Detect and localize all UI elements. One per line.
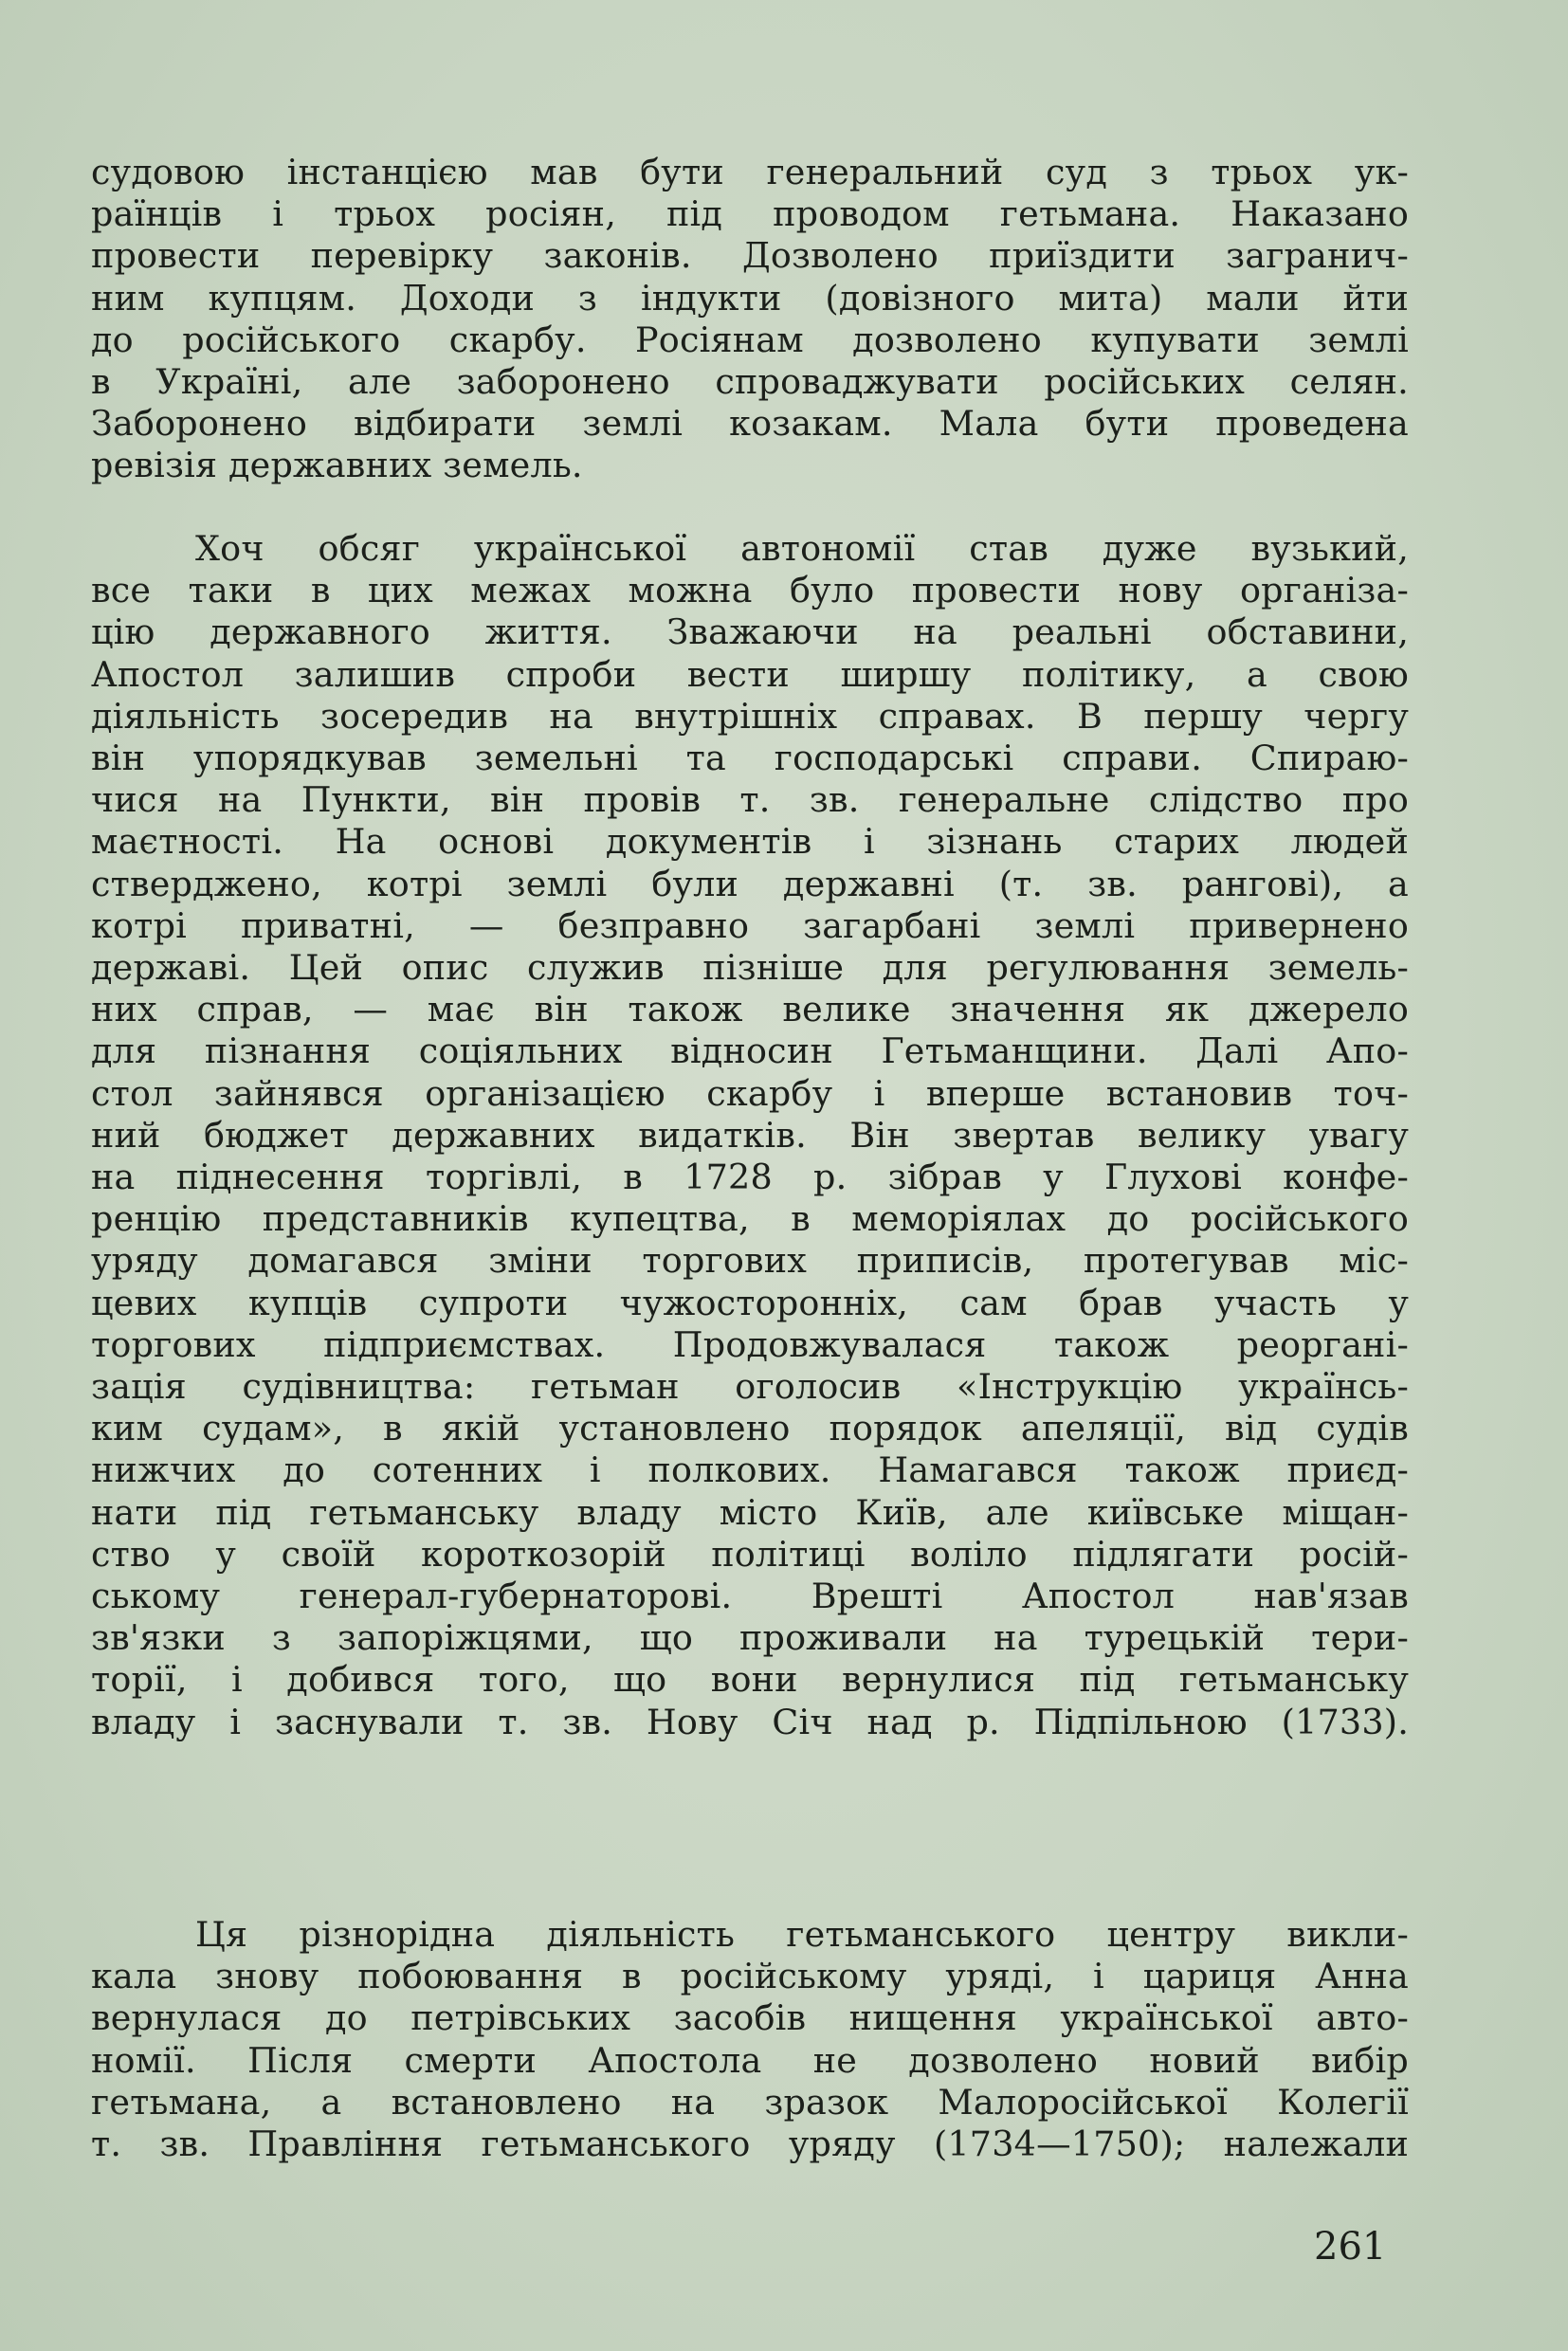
text-line: ревізія державних земель.: [91, 445, 583, 486]
text-line: владу і заснували т. зв. Нову Січ над р. Підпільною (1733).: [91, 1701, 1409, 1742]
text-line: на піднесення торгівлі, в 1728 р. зібрав у Глухові конфе-: [91, 1157, 1409, 1198]
paragraph-1: [91, 152, 1409, 487]
text-line: чися на Пункти, він провів т. зв. генеральне слідство про: [91, 779, 1409, 821]
text-line: ний бюджет державних видатків. Він звертав велику увагу: [91, 1114, 1409, 1156]
text-line: нати під гетьманську владу місто Київ, але київське міщан-: [91, 1491, 1409, 1533]
text-line: ренцію представників купецтва, в меморіялах до російського: [91, 1198, 1409, 1240]
text-line: уряду домагався зміни торгових приписів, протегував міс-: [91, 1240, 1409, 1282]
text-line: вернулася до петрівських засобів нищення української авто-: [91, 1997, 1409, 2039]
text-line: кала знову побоювання в російському уряді, і цариця Анна: [91, 1956, 1409, 1997]
text-line: стол зайнявся організацією скарбу і вперше встановив точ-: [91, 1072, 1409, 1114]
text-line: державі. Цей опис служив пізніше для регулювання земель-: [91, 947, 1409, 989]
text-line: т. зв. Правління гетьманського уряду (1734—1750); належали: [91, 2123, 1409, 2165]
text-line: цію державного життя. Зважаючи на реальні обставини,: [91, 611, 1409, 653]
text-line: торгових підприємствах. Продовжувалася також реоргані-: [91, 1323, 1409, 1365]
text-line: стверджено, котрі землі були державні (т. зв. рангові), а: [91, 863, 1409, 904]
text-line: Апостол залишив спроби вести ширшу політику, а свою: [91, 653, 1409, 695]
text-line: гетьмана, а встановлено на зразок Малоросійської Колегії: [91, 2081, 1409, 2123]
text-line: торії, і добився того, що вони вернулися під гетьманську: [91, 1659, 1409, 1701]
text-line: ким судам», в якій установлено порядок апеляції, від судів: [91, 1408, 1409, 1449]
text-line: цевих купців супроти чужосторонніх, сам брав участь у: [91, 1282, 1409, 1323]
page-body: [91, 152, 1409, 2218]
text-line: Ця різнорідна діяльність гетьманського центру викли-: [195, 1914, 1409, 1955]
text-line: них справ, — має він також велике значення як джерело: [91, 989, 1409, 1030]
text-line: маєтності. На основі документів і зізнань старих людей: [91, 821, 1409, 863]
text-line: все таки в цих межах можна було провести нову організа-: [91, 570, 1409, 611]
text-line: зв'язки з запоріжцями, що проживали на турецькій тери-: [91, 1617, 1409, 1659]
text-line: до російського скарбу. Росіянам дозволено купувати землі: [91, 319, 1409, 360]
text-line: раїнців і трьох росіян, під проводом гетьмана. Наказано: [91, 193, 1409, 235]
text-line: номії. Після смерти Апостола не дозволено новий вибір: [91, 2039, 1409, 2081]
text-line: для пізнання соціяльних відносин Гетьманщини. Далі Апо-: [91, 1030, 1409, 1072]
page-number: 261: [1314, 2225, 1387, 2269]
text-line: зація судівництва: гетьман оголосив «Інструкцію українсь-: [91, 1366, 1409, 1408]
text-line: в Україні, але заборонено спроваджувати російських селян.: [91, 361, 1409, 403]
text-line: котрі приватні, — безправно загарбані землі привернено: [91, 904, 1409, 946]
text-line: ним купцям. Доходи з індукти (довізного мита) мали йти: [91, 277, 1409, 319]
text-line: судовою інстанцією мав бути генеральний суд з трьох ук-: [91, 152, 1409, 192]
text-line: провести перевірку законів. Дозволено приїздити загранич-: [91, 235, 1409, 277]
text-line: він упорядкував земельні та господарські справи. Спираю-: [91, 738, 1409, 779]
text-line: ському генерал-губернаторові. Врешті Апостол нав'язав: [91, 1576, 1409, 1617]
text-line: ство у своїй короткозорій політиці воліло підлягати росій-: [91, 1533, 1409, 1575]
text-line: діяльність зосередив на внутрішніх справах. В першу чергу: [91, 695, 1409, 737]
text-line: Хоч обсяг української автономії став дуже вузький,: [195, 528, 1409, 569]
paragraph-3: [91, 1914, 1409, 2165]
paragraph-2: [91, 528, 1409, 1743]
text-line: нижчих до сотенних і полкових. Намагався також приєд-: [91, 1449, 1409, 1491]
text-line: Заборонено відбирати землі козакам. Мала бути проведена: [91, 403, 1409, 445]
